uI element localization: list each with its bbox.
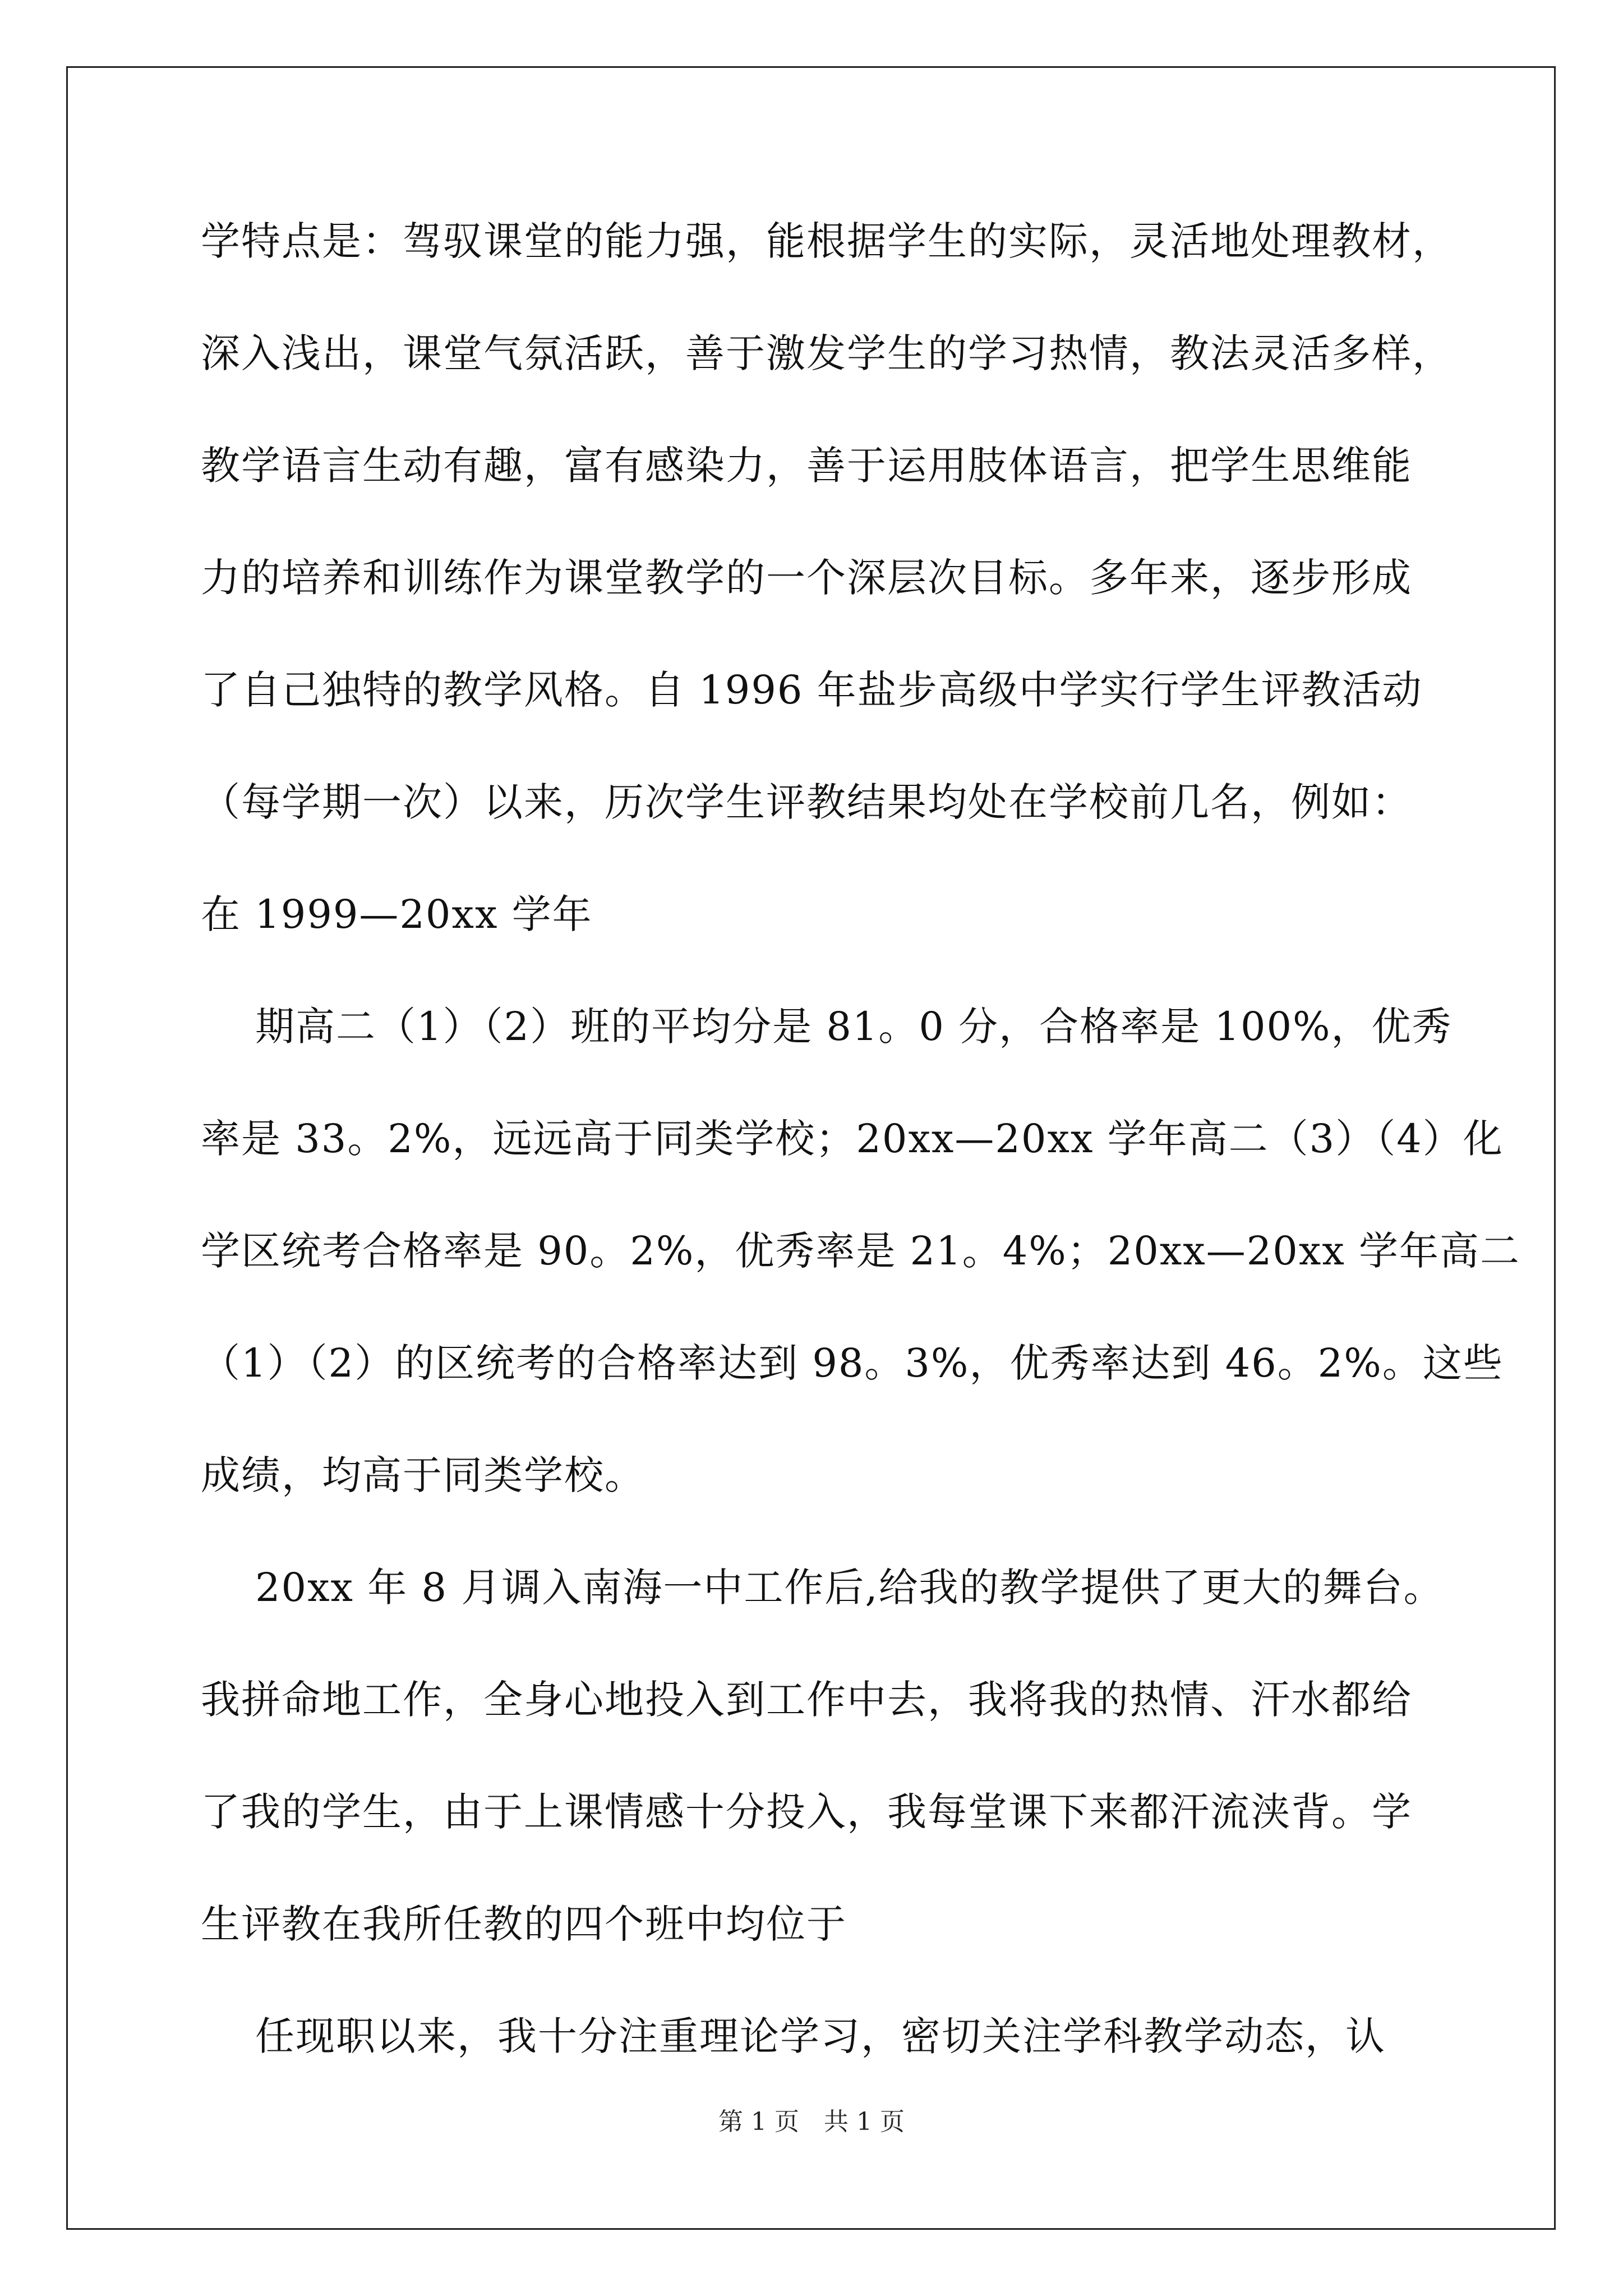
- text-line: 了自己独特的教学风格。自 1996 年盐步高级中学实行学生评教活动: [201, 667, 1423, 713]
- text-line: 期高二（1）（2）班的平均分是 81。0 分，合格率是 100%，优秀: [201, 1004, 1453, 1050]
- text-line: 生评教在我所任教的四个班中均位于: [201, 1901, 847, 1947]
- text-line: （1）（2）的区统考的合格率达到 98。3%，优秀率达到 46。2%。这些: [201, 1340, 1504, 1386]
- text-line: 深入浅出，课堂气氛活跃，善于激发学生的学习热情，教法灵活多样，: [201, 330, 1453, 376]
- text-line: 了我的学生，由于上课情感十分投入，我每堂课下来都汗流浃背。学: [201, 1789, 1412, 1835]
- text-line: 率是 33。2%，远远高于同类学校；20xx—20xx 学年高二（3）（4）化: [201, 1116, 1504, 1162]
- text-line: 教学语言生动有趣，富有感染力，善于运用肢体语言，把学生思维能: [201, 443, 1412, 489]
- text-line: 在 1999—20xx 学年: [201, 891, 593, 937]
- text-line: （每学期一次）以来，历次学生评教结果均处在学校前几名，例如：: [201, 779, 1412, 825]
- text-line: 成绩，均高于同类学校。: [201, 1452, 645, 1498]
- text-line: 力的培养和训练作为课堂教学的一个深层次目标。多年来，逐步形成: [201, 555, 1412, 601]
- text-line: 任现职以来，我十分注重理论学习，密切关注学科教学动态，认: [201, 2013, 1386, 2059]
- page-number-footer: 第 1 页 共 1 页: [718, 2108, 905, 2136]
- text-line: 学特点是：驾驭课堂的能力强，能根据学生的实际，灵活地处理教材，: [201, 218, 1453, 264]
- text-line: 学区统考合格率是 90。2%，优秀率是 21。4%；20xx—20xx 学年高二: [201, 1228, 1521, 1274]
- text-line: 我拼命地工作，全身心地投入到工作中去，我将我的热情、汗水都给: [201, 1677, 1412, 1723]
- text-line: 20xx 年 8 月调入南海一中工作后,给我的教学提供了更大的舞台。: [201, 1565, 1444, 1611]
